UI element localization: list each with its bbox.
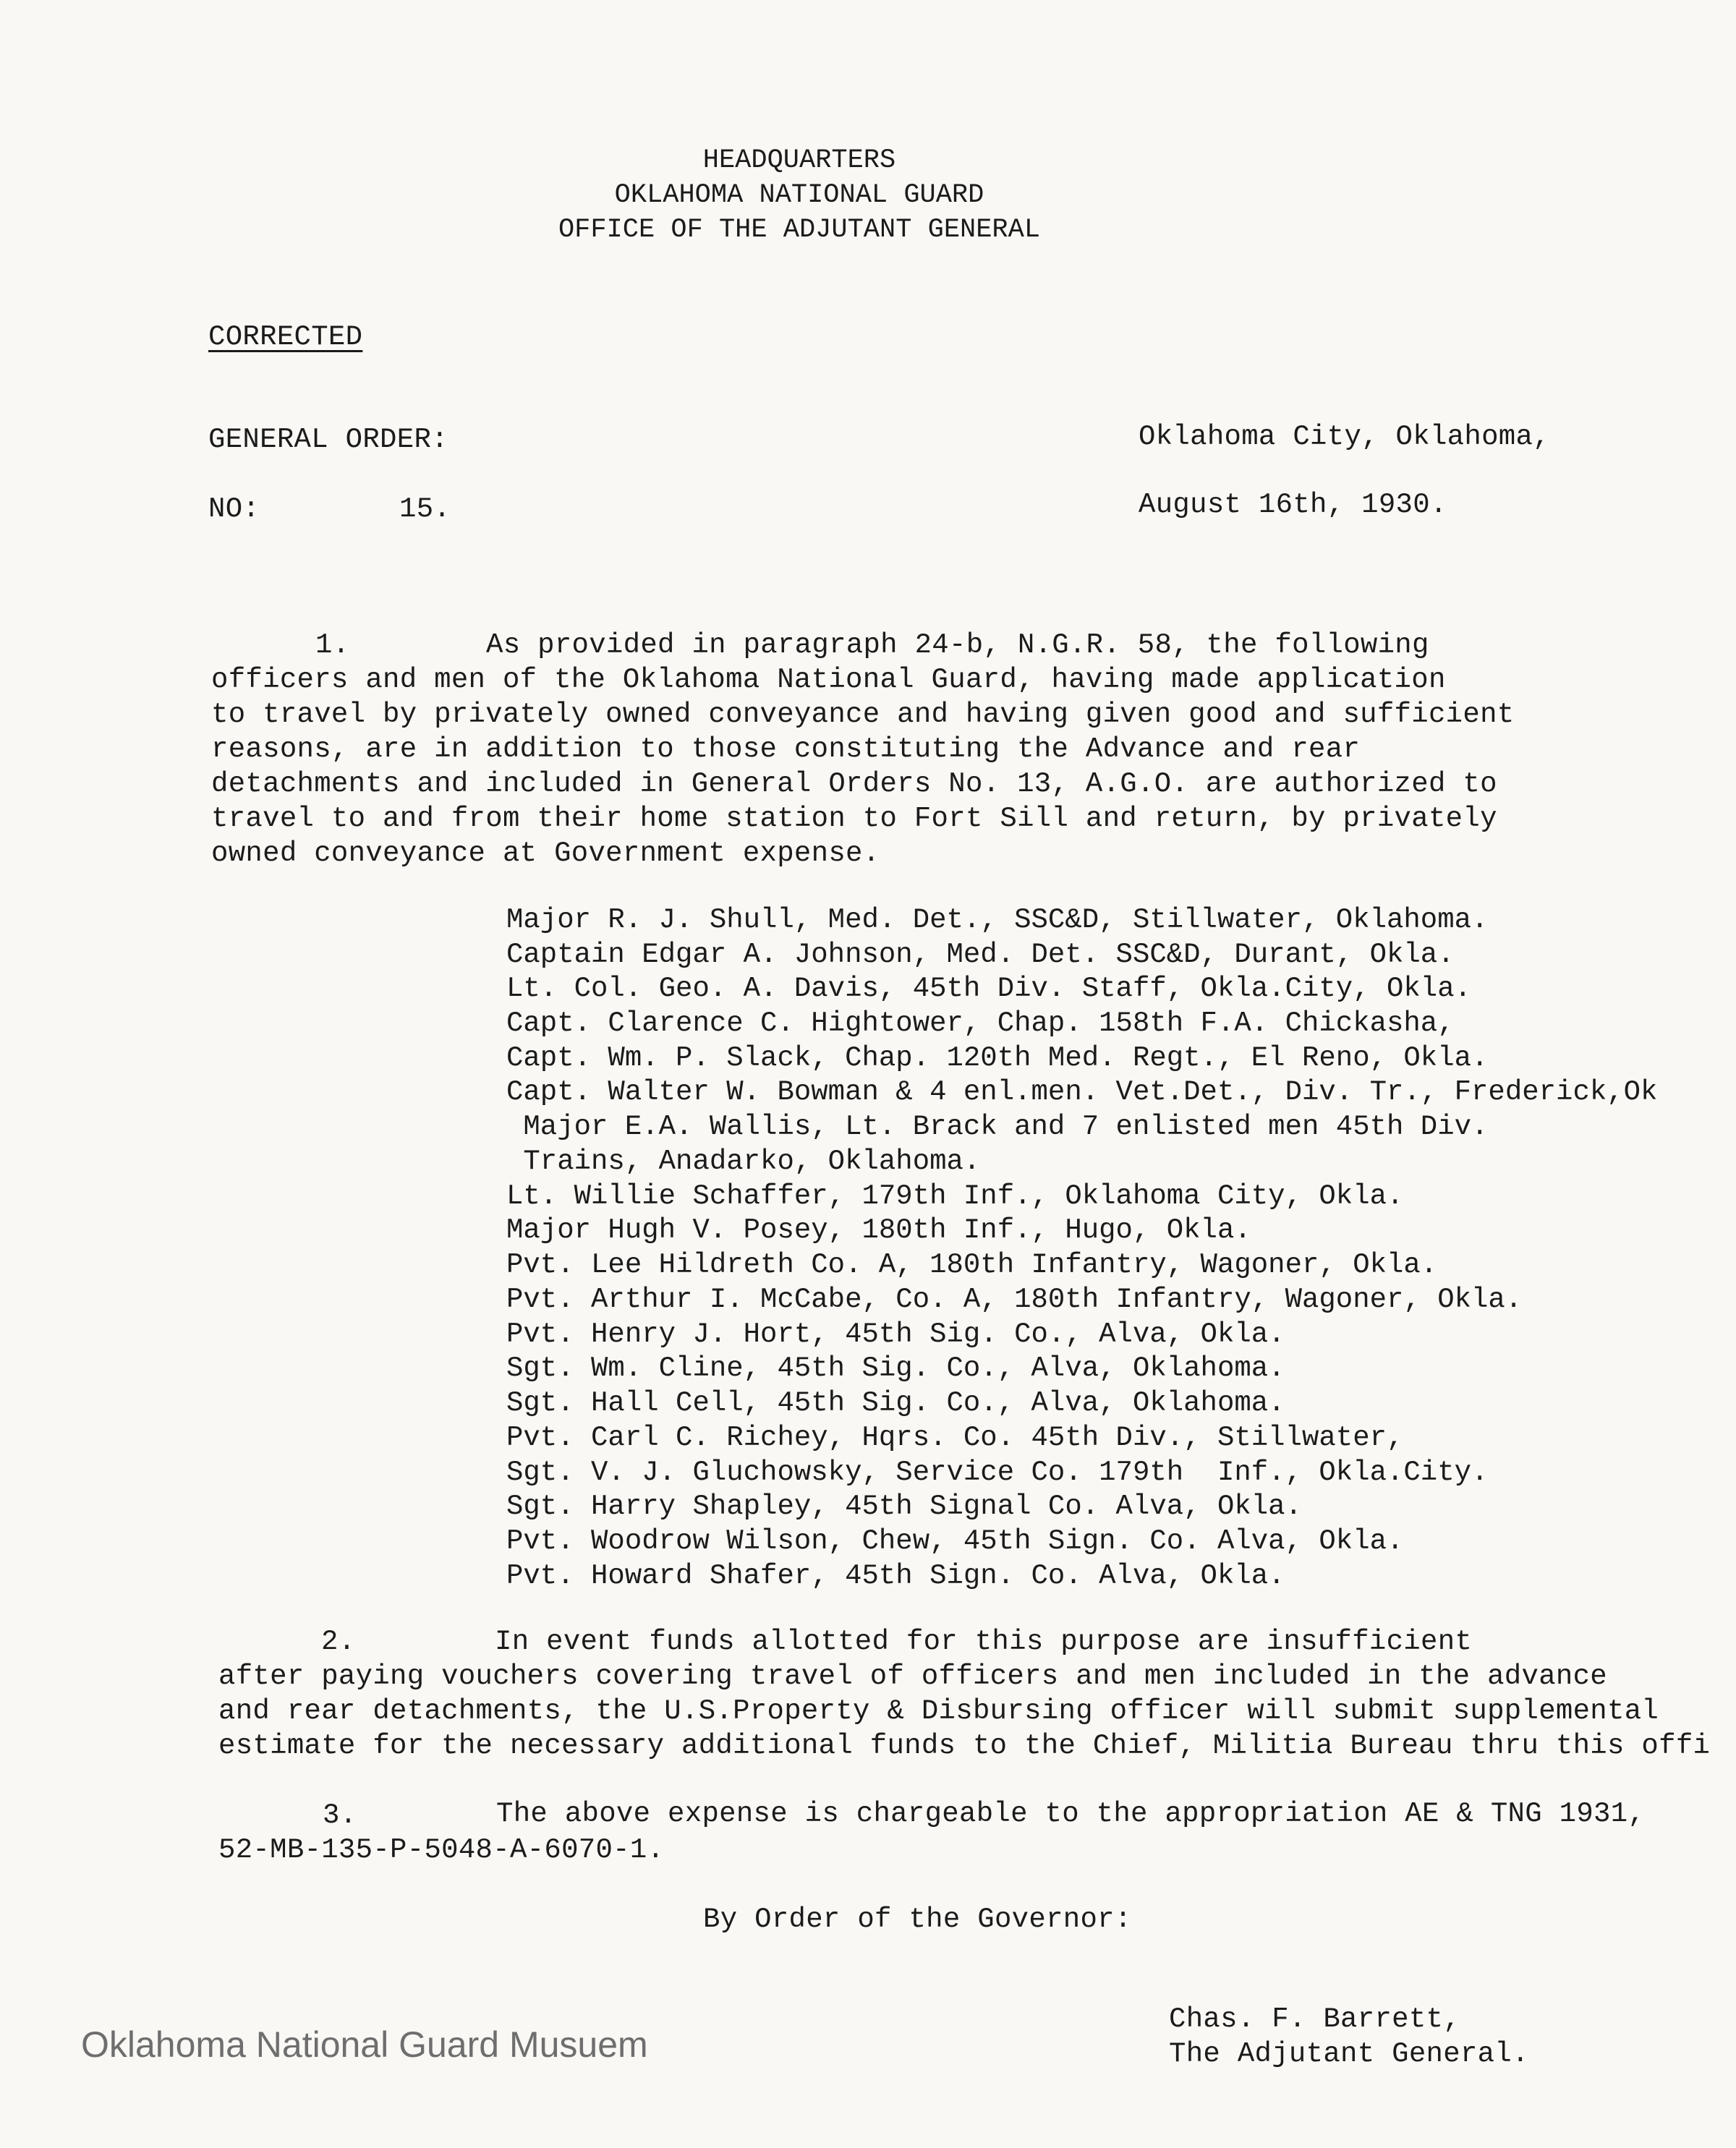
personnel-entry: Pvt. Woodrow Wilson, Chew, 45th Sign. Co. Alva, Okla. (506, 1525, 1404, 1557)
paragraph-2-line: and rear detachments, the U.S.Property & Disbursing officer will submit supplemental (218, 1695, 1659, 1727)
paragraph-2-number: 2. (321, 1626, 356, 1658)
personnel-entry: Major E.A. Wallis, Lt. Brack and 7 enlisted men 45th Div. (506, 1111, 1489, 1143)
personnel-entry: Sgt. Hall Cell, 45th Sig. Co., Alva, Oklahoma. (506, 1387, 1285, 1419)
paragraph-3-number: 3. (323, 1799, 357, 1831)
paragraph-1-line: owned conveyance at Government expense. (211, 838, 880, 869)
paragraph-1-number: 1. (315, 629, 350, 661)
paragraph-1-line: As provided in paragraph 24-b, N.G.R. 58, the following (486, 629, 1429, 661)
paragraph-2-line: estimate for the necessary additional funds to the Chief, Militia Bureau thru this offi (218, 1730, 1711, 1762)
signature-name: Chas. F. Barrett, (1169, 2003, 1460, 2035)
personnel-entry: Pvt. Howard Shafer, 45th Sign. Co. Alva, Okla. (506, 1560, 1285, 1592)
paragraph-1-line: officers and men of the Oklahoma National Guard, having made application (211, 664, 1446, 696)
personnel-entry: Pvt. Arthur I. McCabe, Co. A, 180th Infantry, Wagoner, Okla. (506, 1284, 1523, 1316)
museum-watermark: Oklahoma National Guard Musuem (81, 2024, 648, 2065)
header-line-2: OKLAHOMA NATIONAL GUARD (614, 180, 984, 210)
personnel-entry: Pvt. Henry J. Hort, 45th Sig. Co., Alva, Okla. (506, 1318, 1285, 1350)
personnel-entry: Sgt. Harry Shapley, 45th Signal Co. Alva, Okla. (506, 1491, 1302, 1522)
paragraph-2-line: In event funds allotted for this purpose are insufficient (495, 1626, 1473, 1658)
closing-line: By Order of the Governor: (703, 1904, 1132, 1935)
paragraph-1-line: travel to and from their home station to Fort Sill and return, by privately (211, 803, 1497, 835)
personnel-entry: Captain Edgar A. Johnson, Med. Det. SSC&D, Durant, Okla. (506, 939, 1455, 971)
paragraph-1-line: reasons, are in addition to those constituting the Advance and rear (211, 733, 1361, 765)
order-place: Oklahoma City, Oklahoma, (1139, 421, 1550, 453)
paragraph-3-line: The above expense is chargeable to the appropriation AE & TNG 1931, (496, 1798, 1646, 1830)
personnel-entry: Lt. Willie Schaffer, 179th Inf., Oklahoma City, Okla. (506, 1180, 1404, 1212)
paragraph-1-line: to travel by privately owned conveyance and having given good and sufficient (211, 699, 1515, 730)
paragraph-2-line: after paying vouchers covering travel of officers and men included in the advance (218, 1661, 1608, 1692)
personnel-entry: Capt. Walter W. Bowman & 4 enl.men. Vet.Det., Div. Tr., Frederick,Ok (506, 1076, 1658, 1108)
personnel-entry: Pvt. Lee Hildreth Co. A, 180th Infantry, Wagoner, Okla. (506, 1249, 1438, 1281)
paragraph-1-line: detachments and included in General Orders No. 13, A.G.O. are authorized to (211, 768, 1497, 800)
personnel-entry: Major Hugh V. Posey, 180th Inf., Hugo, Okla. (506, 1214, 1251, 1246)
personnel-entry: Capt. Clarence C. Hightower, Chap. 158th F.A. Chickasha, (506, 1007, 1455, 1039)
personnel-entry: Major R. J. Shull, Med. Det., SSC&D, Stillwater, Oklahoma. (506, 904, 1489, 936)
header-line-1: HEADQUARTERS (702, 145, 896, 176)
signature-title: The Adjutant General. (1169, 2038, 1529, 2070)
general-order-label: GENERAL ORDER: (208, 424, 448, 456)
order-date: August 16th, 1930. (1139, 489, 1447, 521)
paragraph-3-line: 52-MB-135-P-5048-A-6070-1. (218, 1834, 665, 1866)
header-line-3: OFFICE OF THE ADJUTANT GENERAL (558, 215, 1041, 245)
personnel-entry: Pvt. Carl C. Richey, Hqrs. Co. 45th Div., Stillwater, (506, 1422, 1404, 1454)
personnel-entry: Trains, Anadarko, Oklahoma. (506, 1146, 981, 1177)
personnel-entry: Sgt. V. J. Gluchowsky, Service Co. 179th Inf., Okla.City. (506, 1457, 1489, 1488)
corrected-label: CORRECTED (208, 321, 363, 353)
personnel-entry: Lt. Col. Geo. A. Davis, 45th Div. Staff, Okla.City, Okla. (506, 973, 1472, 1005)
personnel-entry: Capt. Wm. P. Slack, Chap. 120th Med. Regt., El Reno, Okla. (506, 1042, 1489, 1074)
personnel-entry: Sgt. Wm. Cline, 45th Sig. Co., Alva, Oklahoma. (506, 1352, 1285, 1384)
order-no-label: NO: (208, 493, 260, 525)
order-no-value: 15. (399, 493, 451, 525)
